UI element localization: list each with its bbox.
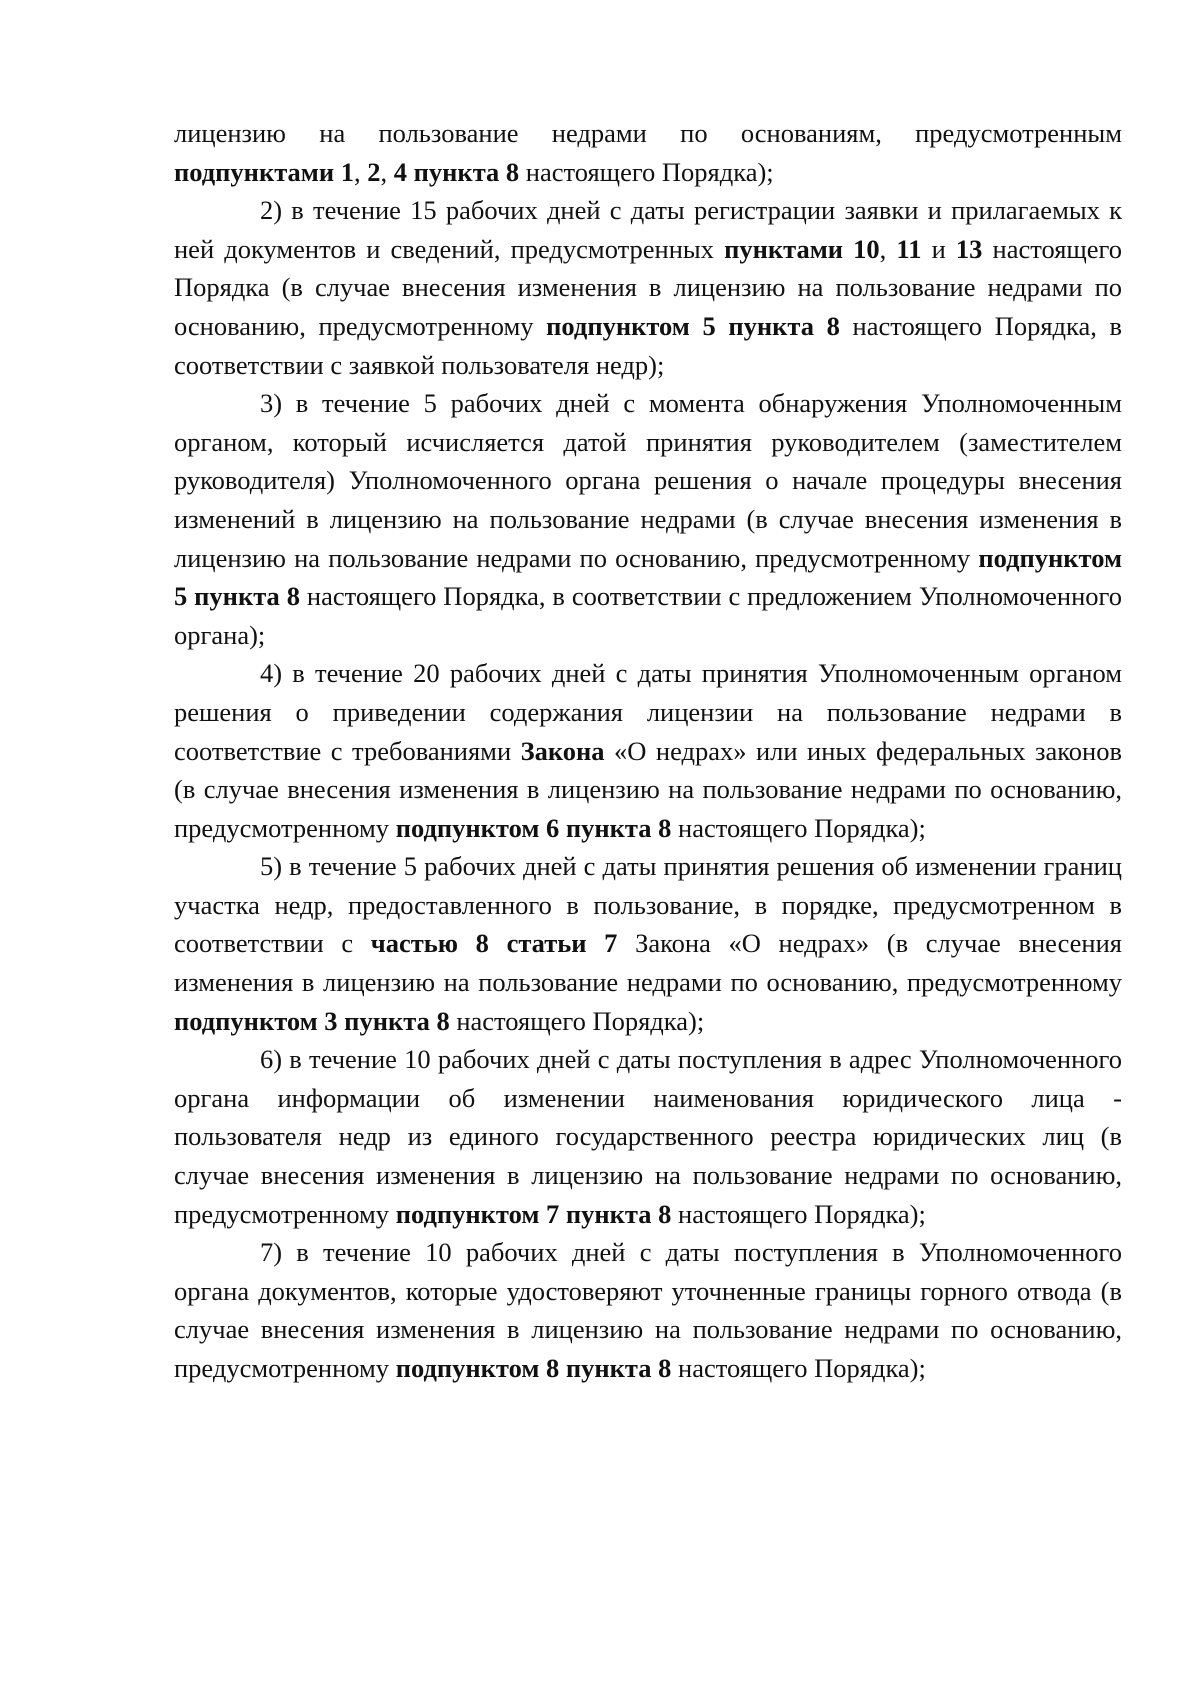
text-run: Закона «О недрах» (в случае внесения изменения в лицензию на пользование недрами по основанию, предусмотренному — [174, 928, 1122, 998]
document-paragraph — [174, 1040, 1122, 1233]
legal-reference: подпунктом 6 пункта 8 — [395, 812, 672, 843]
legal-reference: 13 — [955, 233, 983, 264]
text-run: и — [921, 233, 956, 264]
text-run: настоящего Порядка); — [519, 156, 774, 187]
legal-reference: подпунктом 5 пункта 8 — [546, 310, 840, 341]
text-run: настоящего Порядка); — [671, 1353, 926, 1383]
text-run: настоящего Порядка (в случае внесения изменения в лицензию на пользование недрами по основанию, предусмотренному — [174, 233, 1123, 341]
legal-reference: подпунктами 1 — [174, 156, 355, 187]
legal-reference: 4 пункта 8 — [393, 156, 520, 187]
document-paragraph — [174, 1233, 1122, 1387]
document-page — [174, 114, 1122, 1388]
text-run: настоящего Порядка, в соответствии с заявкой пользователя недр); — [174, 310, 1123, 380]
text-run: настоящего Порядка); — [671, 812, 926, 843]
legal-reference: пунктами 10 — [724, 233, 880, 264]
text-run: 6) в течение 10 рабочих дней с даты поступления в адрес Уполномоченного органа информации об изменении наименования юридического лица - пользователя недр из единого государственного реестра юридических лиц (в случае внесения изменения в лицензию на пользование недрами по основанию, предусмотренному — [174, 1044, 1122, 1229]
legal-reference: Закона — [520, 735, 605, 766]
legal-reference: 2 — [367, 156, 381, 187]
document-paragraph — [174, 384, 1122, 654]
document-paragraph — [174, 847, 1122, 1040]
text-run: 4) в течение 20 рабочих дней с даты принятия Уполномоченным органом решения о приведении содержания лицензии на пользование недрами в соответствие с требованиями — [174, 658, 1122, 766]
legal-reference: подпунктом 7 пункта 8 — [395, 1198, 672, 1229]
legal-reference: подпунктом 8 пункта 8 — [395, 1353, 672, 1383]
text-run: настоящего Порядка); — [449, 1005, 705, 1036]
text-run: , — [380, 156, 394, 187]
legal-reference: 11 — [896, 233, 922, 264]
text-run: 7) в течение 10 рабочих дней с даты поступления в Уполномоченного органа документов, которые удостоверяют уточненные границы горного отвода (в случае внесения изменения в лицензию на пользование недрами по основанию, предусмотренному — [174, 1237, 1122, 1383]
legal-reference: частью 8 статьи 7 — [370, 928, 618, 959]
text-run: настоящего Порядка, в соответствии с предложением Уполномоченного органа); — [174, 581, 1122, 650]
document-paragraph — [174, 191, 1122, 384]
text-run: 2) в течение 15 рабочих дней с даты регистрации заявки и прилагаемых к ней документов и сведений, предусмотренных — [174, 195, 1122, 264]
text-run: «О недрах» или иных федеральных законов (в случае внесения изменения в лицензию на пользование недрами по основанию, предусмотренному — [174, 735, 1122, 843]
document-paragraph — [174, 114, 1122, 191]
text-run: , — [879, 233, 897, 264]
text-run: 3) в течение 5 рабочих дней с момента обнаружения Уполномоченным органом, который исчисляется датой принятия руководителем (заместителем руководителя) Уполномоченного органа решения о начале процедуры внесения изменений в лицензию на пользование недрами (в случае внесения изменения в лицензию на пользование недрами по основанию, предусмотренному — [174, 388, 1122, 573]
text-run: , — [354, 156, 368, 187]
text-run: настоящего Порядка); — [671, 1198, 926, 1229]
text-run: 5) в течение 5 рабочих дней с даты принятия решения об изменении границ участка недр, предоставленного в пользование, в порядке, предусмотренном в соответствии с — [174, 851, 1122, 959]
legal-reference: подпунктом 5 пункта 8 — [174, 542, 1122, 612]
text-run: лицензию на пользование недрами по основаниям, предусмотренным — [174, 118, 1122, 148]
legal-reference: подпунктом 3 пункта 8 — [174, 1005, 450, 1036]
document-paragraph — [174, 654, 1122, 847]
